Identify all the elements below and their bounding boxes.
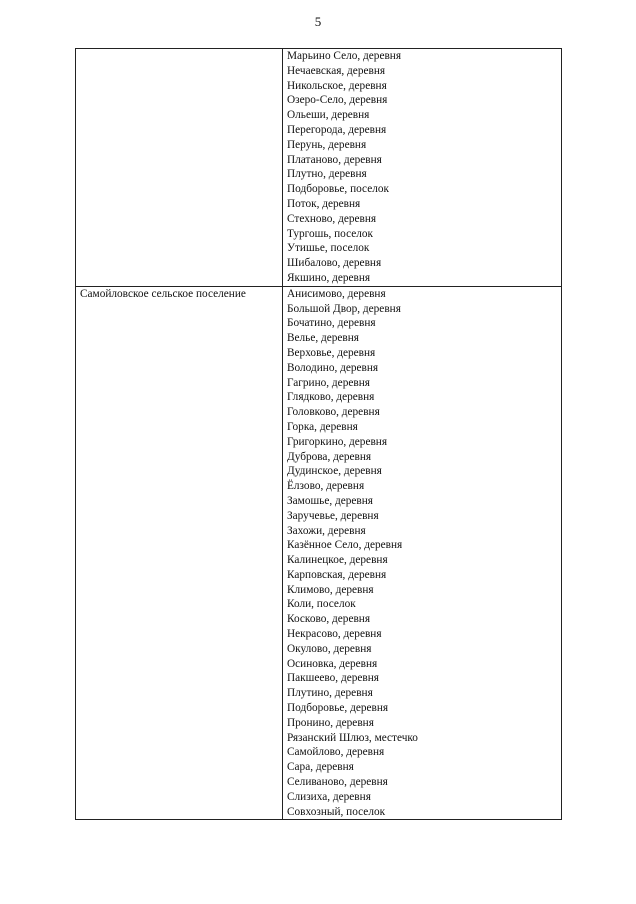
settlement-item: Заручевье, деревня [287,509,379,522]
settlements-cell [283,286,562,820]
settlement-item: Григоркино, деревня [287,435,388,448]
settlement-item: Дудинское, деревня [287,465,382,478]
settlement-item: Слизиха, деревня [287,790,371,803]
settlement-item: Некрасово, деревня [287,628,382,641]
settlement-item: Платаново, деревня [287,153,382,166]
settlement-item: Плутино, деревня [287,687,373,700]
settlement-item: Самойлово, деревня [287,746,385,759]
settlement-item: Шибалово, деревня [287,257,382,270]
settlement-item: Бочатино, деревня [287,317,376,330]
settlement-item: Рязанский Шлюз, местечко [287,731,418,744]
settlement-item: Гагрино, деревня [287,376,370,389]
settlement-item: Головково, деревня [287,406,380,419]
settlement-item: Карповская, деревня [287,568,387,581]
settlement-item: Ольеши, деревня [287,109,370,122]
settlement-item: Никольское, деревня [287,79,387,92]
settlement-item: Сара, деревня [287,761,354,774]
settlement-item: Замошье, деревня [287,494,373,507]
settlement-item: Перунь, деревня [287,138,367,151]
district-name: Самойловское сельское поселение [80,287,246,300]
district-cell [76,49,283,287]
settlement-item: Дуброва, деревня [287,450,372,463]
settlement-item: Осиновка, деревня [287,657,378,670]
settlement-item: Стехново, деревня [287,212,377,225]
settlement-item: Совхозный, поселок [287,805,386,818]
settlement-item: Пакшеево, деревня [287,672,379,685]
settlement-item: Плутно, деревня [287,168,367,181]
settlement-item: Якшино, деревня [287,271,371,284]
settlement-item: Калинецкое, деревня [287,554,388,567]
settlement-item: Климово, деревня [287,583,374,596]
table-row [76,49,562,287]
settlement-item: Нечаевская, деревня [287,64,386,77]
table-row [76,286,562,820]
settlements-cell [283,49,562,287]
settlement-item: Утишье, поселок [287,242,370,255]
settlement-item: Косково, деревня [287,613,371,626]
settlement-item: Марьино Село, деревня [287,50,402,62]
page-number: 5 [314,14,322,29]
settlement-item: Селиваново, деревня [287,776,388,789]
settlement-item: Большой Двор, деревня [287,302,401,315]
settlements-table [75,48,562,820]
settlement-item: Глядково, деревня [287,391,375,404]
settlement-item: Озеро-Село, деревня [287,94,388,107]
settlement-item: Подборовье, деревня [287,702,389,715]
settlement-item: Подборовье, поселок [287,183,389,196]
settlement-item: Анисимово, деревня [287,287,386,300]
settlement-item: Тургошь, поселок [287,227,374,240]
settlement-item: Перегорода, деревня [287,123,387,136]
settlement-item: Казённое Село, деревня [287,539,403,552]
settlement-item: Володино, деревня [287,361,379,374]
district-cell [76,286,283,820]
settlement-item: Пронино, деревня [287,716,374,729]
settlement-item: Ёлзово, деревня [287,480,365,493]
settlement-item: Верховье, деревня [287,346,376,359]
settlement-item: Горка, деревня [287,420,358,433]
settlement-item: Захожи, деревня [287,524,366,537]
settlement-item: Коли, поселок [287,598,356,611]
settlement-item: Окулово, деревня [287,642,372,655]
settlement-item: Велье, деревня [287,332,360,345]
settlement-item: Поток, деревня [287,197,361,210]
